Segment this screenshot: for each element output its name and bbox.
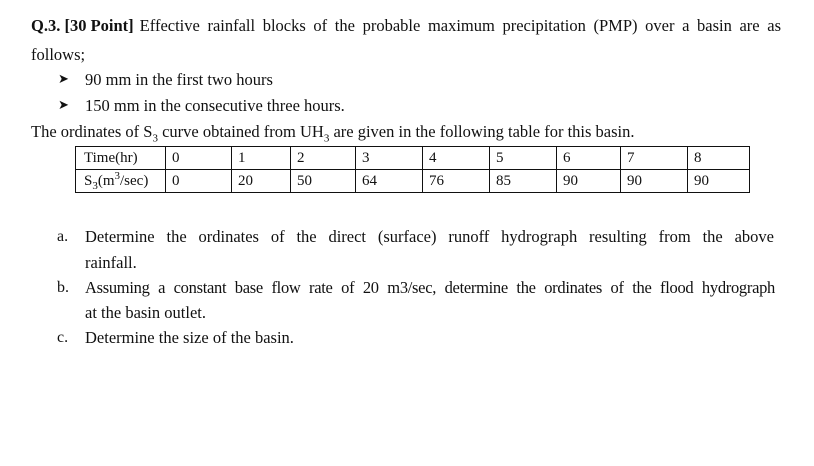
table-cell: 8 bbox=[688, 147, 750, 170]
question-number: Q.3. bbox=[31, 16, 61, 35]
row-header-time: Time(hr) bbox=[76, 147, 166, 170]
ordinates-intro bbox=[31, 122, 635, 145]
task-a-line2: rainfall. bbox=[85, 253, 137, 272]
table-cell: 76 bbox=[423, 170, 490, 193]
table-cell: 90 bbox=[557, 170, 621, 193]
task-marker: c. bbox=[57, 329, 69, 346]
table-cell: 7 bbox=[621, 147, 688, 170]
table-cell: 0 bbox=[166, 170, 232, 193]
table-row bbox=[76, 147, 750, 170]
table-cell: 2 bbox=[291, 147, 356, 170]
table-row bbox=[76, 170, 750, 193]
arrow-bullet-icon: ➤ bbox=[58, 97, 69, 112]
question-title-continued: follows; bbox=[31, 45, 86, 64]
task-c-line1: Determine the size of the basin. bbox=[85, 328, 294, 347]
task-marker: a. bbox=[57, 228, 69, 245]
table-cell: 0 bbox=[166, 147, 232, 170]
arrow-bullet-icon: ➤ bbox=[58, 71, 69, 86]
task-b-line1 bbox=[85, 278, 775, 298]
table-cell: 1 bbox=[232, 147, 291, 170]
task-text: Assuming a constant base flow rate of 20 m3/sec, determine the ordinates of the flood hydrograph bbox=[85, 278, 775, 297]
intro-text: The ordinates of S bbox=[31, 122, 153, 141]
table-cell: 90 bbox=[621, 170, 688, 193]
intro-subscript: 3 bbox=[152, 132, 158, 145]
table-cell: 6 bbox=[557, 147, 621, 170]
table-cell: 50 bbox=[291, 170, 356, 193]
table-cell: 85 bbox=[490, 170, 557, 193]
bullet-item: 90 mm in the first two hours bbox=[85, 70, 273, 89]
intro-subscript: 3 bbox=[323, 132, 330, 145]
label-text: /sec) bbox=[120, 173, 149, 189]
s-curve-table bbox=[75, 146, 750, 193]
label-text: S bbox=[84, 173, 93, 189]
question-title bbox=[31, 16, 781, 36]
table-cell: 90 bbox=[688, 170, 750, 193]
intro-text: curve obtained from UH bbox=[157, 122, 324, 141]
bullet-item: 150 mm in the consecutive three hours. bbox=[85, 96, 345, 115]
label-subscript: 3 bbox=[92, 180, 98, 192]
table-cell: 3 bbox=[356, 147, 423, 170]
question-points: [30 Point] bbox=[64, 16, 134, 35]
label-superscript: 3 bbox=[114, 170, 121, 182]
question-title-text: Effective rainfall blocks of the probable maximum precipitation (PMP) over a basin are as bbox=[139, 16, 781, 35]
label-text: (m bbox=[97, 173, 115, 189]
task-text: Determine the ordinates of the direct (surface) runoff hydrograph resulting from the above bbox=[85, 227, 774, 246]
task-a-line1 bbox=[85, 227, 774, 247]
question-header bbox=[31, 16, 134, 36]
table-cell: 4 bbox=[423, 147, 490, 170]
table-cell: 5 bbox=[490, 147, 557, 170]
intro-text: are given in the following table for this basin. bbox=[329, 122, 635, 141]
table-cell: 64 bbox=[356, 170, 423, 193]
row-header-s3 bbox=[76, 170, 166, 193]
task-b-line2: at the basin outlet. bbox=[85, 303, 206, 322]
table-cell: 20 bbox=[232, 170, 291, 193]
task-marker: b. bbox=[57, 279, 69, 296]
